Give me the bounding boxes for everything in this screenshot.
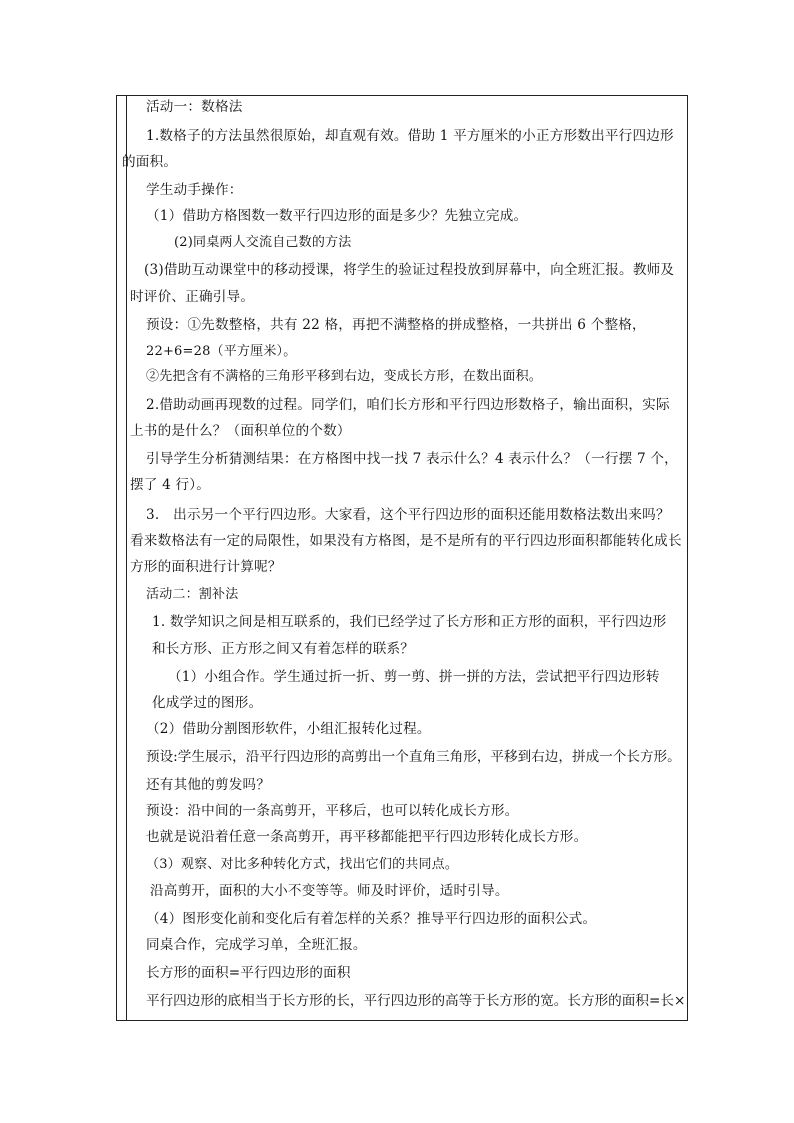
text-line: 方形的面积进行计算呢？: [130, 559, 282, 575]
text-line: 引导学生分析猜测结果：在方格图中找一找 7 表示什么？4 表示什么？（一行摆 7 个，: [146, 451, 678, 467]
text-line: 也就是说沿着任意一条高剪开，再平移都能把平行四边形转化成长方形。: [146, 829, 588, 845]
column-divider: [126, 95, 127, 1021]
text-line: 1. 数学知识之间是相互联系的，我们已经学过了长方形和正方形的面积，平行四边形: [152, 614, 667, 630]
text-line: 预设：①先数整格，共有 22 格，再把不满整格的拼成整格，一共拼出 6 个整格，: [146, 317, 646, 333]
text-line: 化成学过的图形。: [152, 695, 263, 711]
text-line: 时评价、正确引导。: [130, 289, 255, 305]
text-line: 还有其他的剪发吗？: [146, 777, 271, 793]
text-line: 看来数格法有一定的局限性，如果没有方格图，是不是所有的平行四边形面积都能转化成长: [130, 533, 682, 549]
text-line: 预设：沿中间的一条高剪开，平移后，也可以转化成长方形。: [146, 803, 519, 819]
text-line: 沿高剪开，面积的大小不变等等。师及时评价，适时引导。: [150, 883, 509, 899]
text-line: （1）小组合作。学生通过折一折、剪一剪、拼一拼的方法，尝试把平行四边形转: [168, 669, 660, 685]
text-line: 平行四边形的底相当于长方形的长，平行四边形的高等于长方形的宽。长方形的面积=长×: [146, 993, 686, 1009]
text-line: 和长方形、正方形之间又有着怎样的联系？: [152, 641, 415, 657]
text-line: （1）借助方格图数一数平行四边形的面是多少？先独立完成。: [146, 208, 528, 224]
text-line: 的面积。: [122, 154, 178, 170]
text-line: 2.借助动画再现数的过程。同学们，咱们长方形和平行四边形数格子，输出面积，实际: [146, 397, 670, 413]
text-line: (3)借助互动课堂中的移动授课，将学生的验证过程投放到屏幕中，向全班汇报。教师及: [144, 262, 675, 278]
text-line: 3. 出示另一个平行四边形。大家看，这个平行四边形的面积还能用数格法数出来吗？: [146, 507, 670, 523]
heading-activity-1: 活动一：数格法: [146, 99, 243, 115]
text-line: （2）借助分割图形软件，小组汇报转化过程。: [146, 721, 431, 737]
text-line: 同桌合作，完成学习单，全班汇报。: [146, 937, 367, 953]
text-line: 摆了 4 行）。: [130, 477, 211, 493]
heading-activity-2: 活动二：割补法: [146, 587, 239, 602]
text-line: 22+6=28（平方厘米）。: [146, 344, 297, 359]
text-line: (2)同桌两人交流自己数的方法: [174, 235, 352, 250]
text-line: 预设:学生展示，沿平行四边形的高剪出一个直角三角形，平移到右边，拼成一个长方形。: [146, 749, 681, 765]
text-line: 学生动手操作：: [146, 182, 243, 198]
text-line: 长方形的面积=平行四边形的面积: [146, 965, 351, 981]
text-line: 上书的是什么？（面积单位的个数）: [130, 423, 351, 439]
text-line: （3）观察、对比多种转化方式，找出它们的共同点。: [146, 857, 459, 872]
text-line: （4）图形变化前和变化后有着怎样的关系？推导平行四边形的面积公式。: [146, 911, 597, 927]
text-line: 1.数格子的方法虽然很原始，却直观有效。借助 1 平方厘米的小正方形数出平行四边形: [146, 128, 674, 144]
text-line: ②先把含有不满格的三角形平移到右边，变成长方形，在数出面积。: [146, 369, 543, 384]
